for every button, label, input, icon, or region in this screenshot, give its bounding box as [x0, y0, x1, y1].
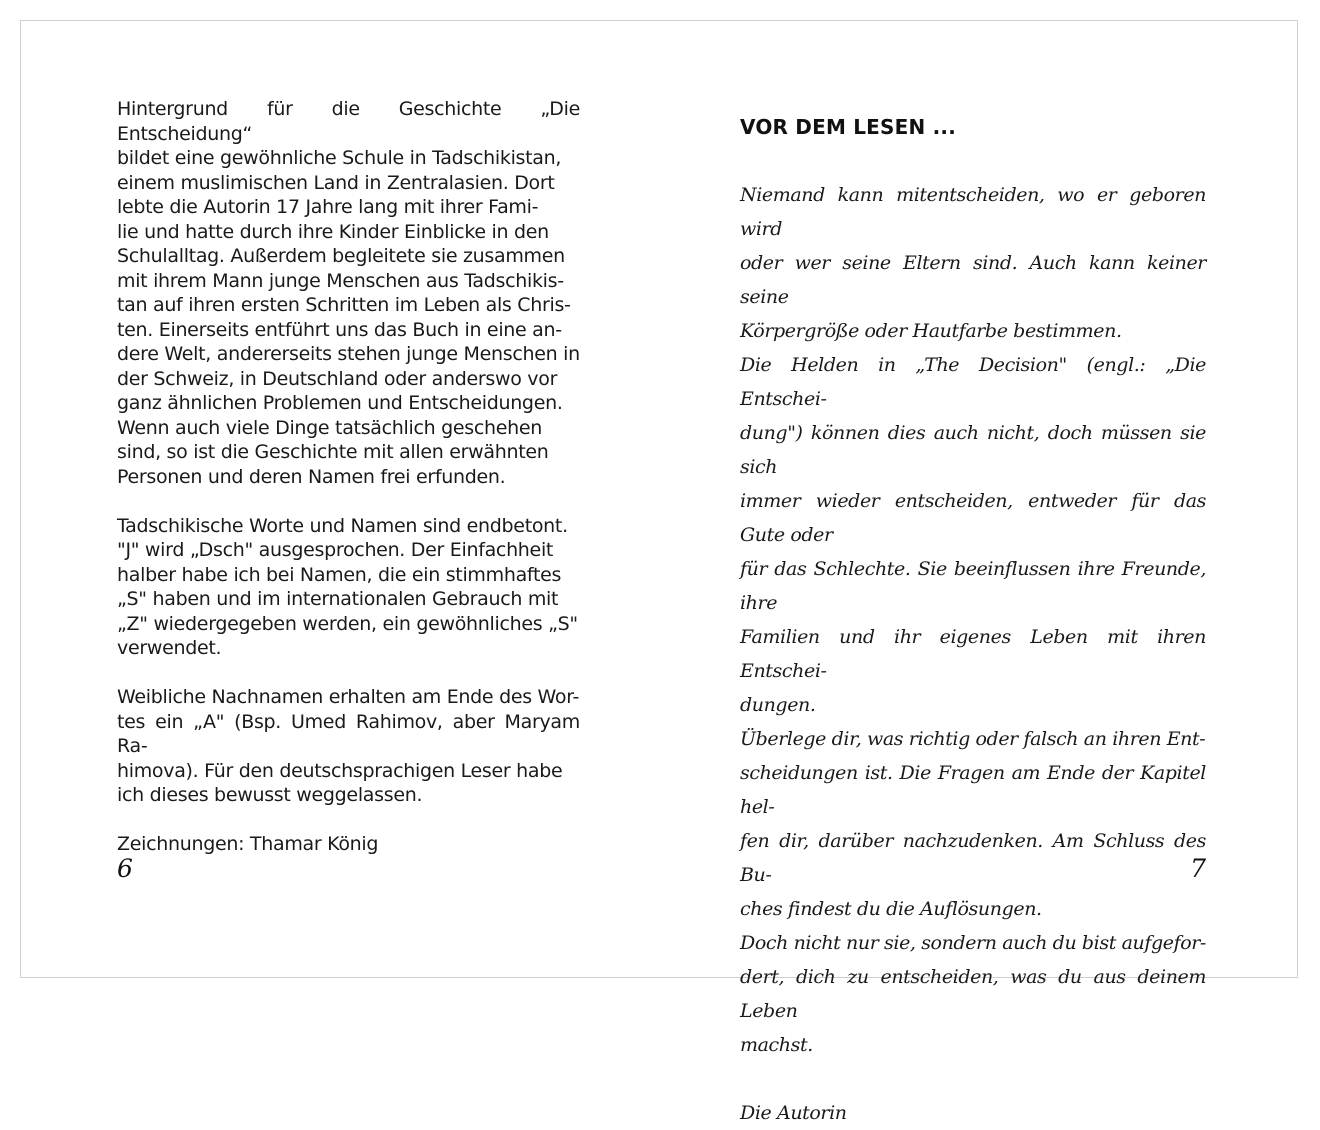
- book-spread: [20, 20, 1298, 1124]
- paragraph-surnames: Weibliche Nachnamen erhalten am Ende des Wor- tes ein „A" (Bsp. Umed Rahimov, aber Maryam Ra- himova). Für den deutschsprachigen Leser habe ich dieses bewusst weggelassen.: [117, 686, 580, 806]
- section-heading: VOR DEM LESEN ...: [740, 115, 956, 139]
- paragraph-heroes: Die Helden in „The Decision" (engl.: „Die Entschei- dung") können dies auch nicht, doch müssen sie sich immer wieder entscheiden, entweder für das Gute oder für das Schlechte. Sie beeinflussen ihre Freunde, ihre Familien und ihr eigenes Leben mit ihren Entschei- dungen.: [740, 354, 1206, 716]
- illustrations-credit: Zeichnungen: Thamar König: [117, 833, 379, 855]
- paragraph-background: Hintergrund für die Geschichte „Die Entscheidung“ bildet eine gewöhnliche Schule in Tadschikistan, einem muslimischen Land in Zentralasien. Dort lebte die Autorin 17 Jahre lang mit ihrer Fami- lie und hatte durch ihre Kinder Einblicke in den Schulalltag. Außerdem begleitete sie zusammen mit ihrem Mann junge Menschen aus Tadschikis- tan auf ihren ersten Schritten im Leben als Chris- ten. Einerseits entführt uns das Buch in eine an- dere Welt, andererseits stehen junge Menschen in der Schweiz, in Deutschland oder anderswo vor ganz ähnlichen Problemen und Entscheidungen. Wenn auch viele Dinge tatsächlich geschehen sind, so ist die Geschichte mit allen erwähnten Personen und deren Namen frei erfunden.: [117, 98, 580, 488]
- paragraph-decide: Doch nicht nur sie, sondern auch du bist aufgefor- dert, dich zu entscheiden, was du aus deinem Leben machst.: [740, 932, 1206, 1056]
- left-page-body: [117, 97, 580, 857]
- page-number-left: 6: [117, 854, 133, 883]
- right-page: [740, 21, 1206, 1124]
- left-page: [117, 21, 580, 977]
- paragraph-pronunciation: Tadschikische Worte und Namen sind endbetont. "J" wird „Dsch" ausgesprochen. Der Einfachheit halber habe ich bei Namen, die ein stimmhaftes „S" haben und im internationalen Gebrauch mit „Z" wiedergegeben werden, ein gewöhnliches „S" verwendet.: [117, 514, 578, 659]
- paragraph-questions: Überlege dir, was richtig oder falsch an ihren Ent- scheidungen ist. Die Fragen am Ende der Kapitel hel- fen dir, darüber nachzudenken. Am Schluss des Bu- ches findest du die Auflösungen.: [740, 728, 1206, 920]
- paragraph-birth: Niemand kann mitentscheiden, wo er geboren wird oder wer seine Eltern sind. Auch kann keiner seine Körpergröße oder Hautfarbe bestimmen.: [740, 184, 1206, 342]
- page-number-right: 7: [1190, 854, 1206, 883]
- author-signature: Die Autorin: [740, 1102, 847, 1124]
- right-page-body: [740, 178, 1206, 1130]
